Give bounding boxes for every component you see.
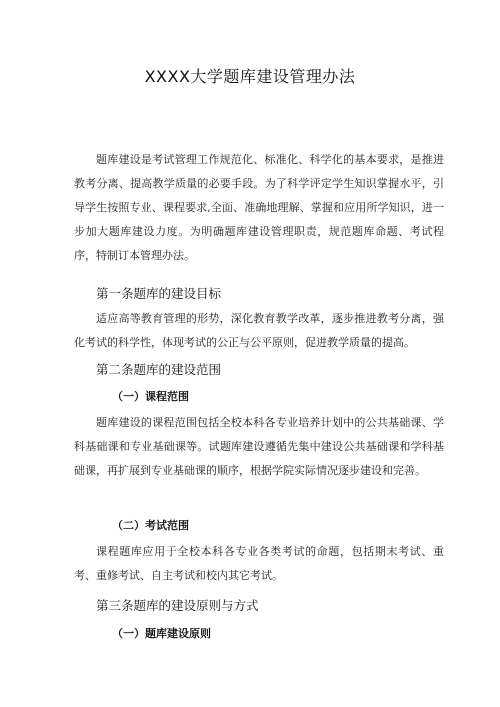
section-2-sub-2-body: 课程题库应用于全校本科各专业各类考试的命题，包括期末考试、重考、重修考试、自主考试和校内其它考试。 <box>74 545 444 582</box>
section-1-heading: 第一条题库的建设目标 <box>96 286 222 301</box>
section-2-sub-1-heading: （一）课程范围 <box>112 390 189 403</box>
document-title: XXXX大学题库建设管理办法 <box>144 67 356 86</box>
section-2-sub-2-heading: （二）考试范围 <box>112 519 189 532</box>
section-2-heading: 第二条题库的建设范围 <box>96 362 222 377</box>
section-2-sub-1-body: 题库建设的课程范围包括全校本科各专业培养计划中的公共基础课、学科基础课和专业基础课等。试题库建设遵循先集中建设公共基础课和学科基础课，再扩展到专业基础课的顺序，根据学院实际情况逐步建设和完善。 <box>74 416 444 477</box>
section-3-heading: 第三条题库的建设原则与方式 <box>96 598 259 613</box>
intro-paragraph: 题库建设是考试管理工作规范化、标准化、科学化的基本要求，是推进教考分离、提高教学质量的必要手段。为了科学评定学生知识掌握水平，引导学生按照专业、课程要求,全面、准确地理解、掌握和应用所学知识，进一步加大题库建设力度。为明确题库建设管理职责，规范题库命题、考试程序，特制订本管理办法。 <box>74 153 444 262</box>
section-1-body: 适应高等教育管理的形势，深化教育教学改革，逐步推进教考分离，强化考试的科学性，体现考试的公正与公平原则，促进教学质量的提高。 <box>74 312 444 349</box>
section-3-sub-1-heading: （一）题库建设原则 <box>112 627 211 640</box>
